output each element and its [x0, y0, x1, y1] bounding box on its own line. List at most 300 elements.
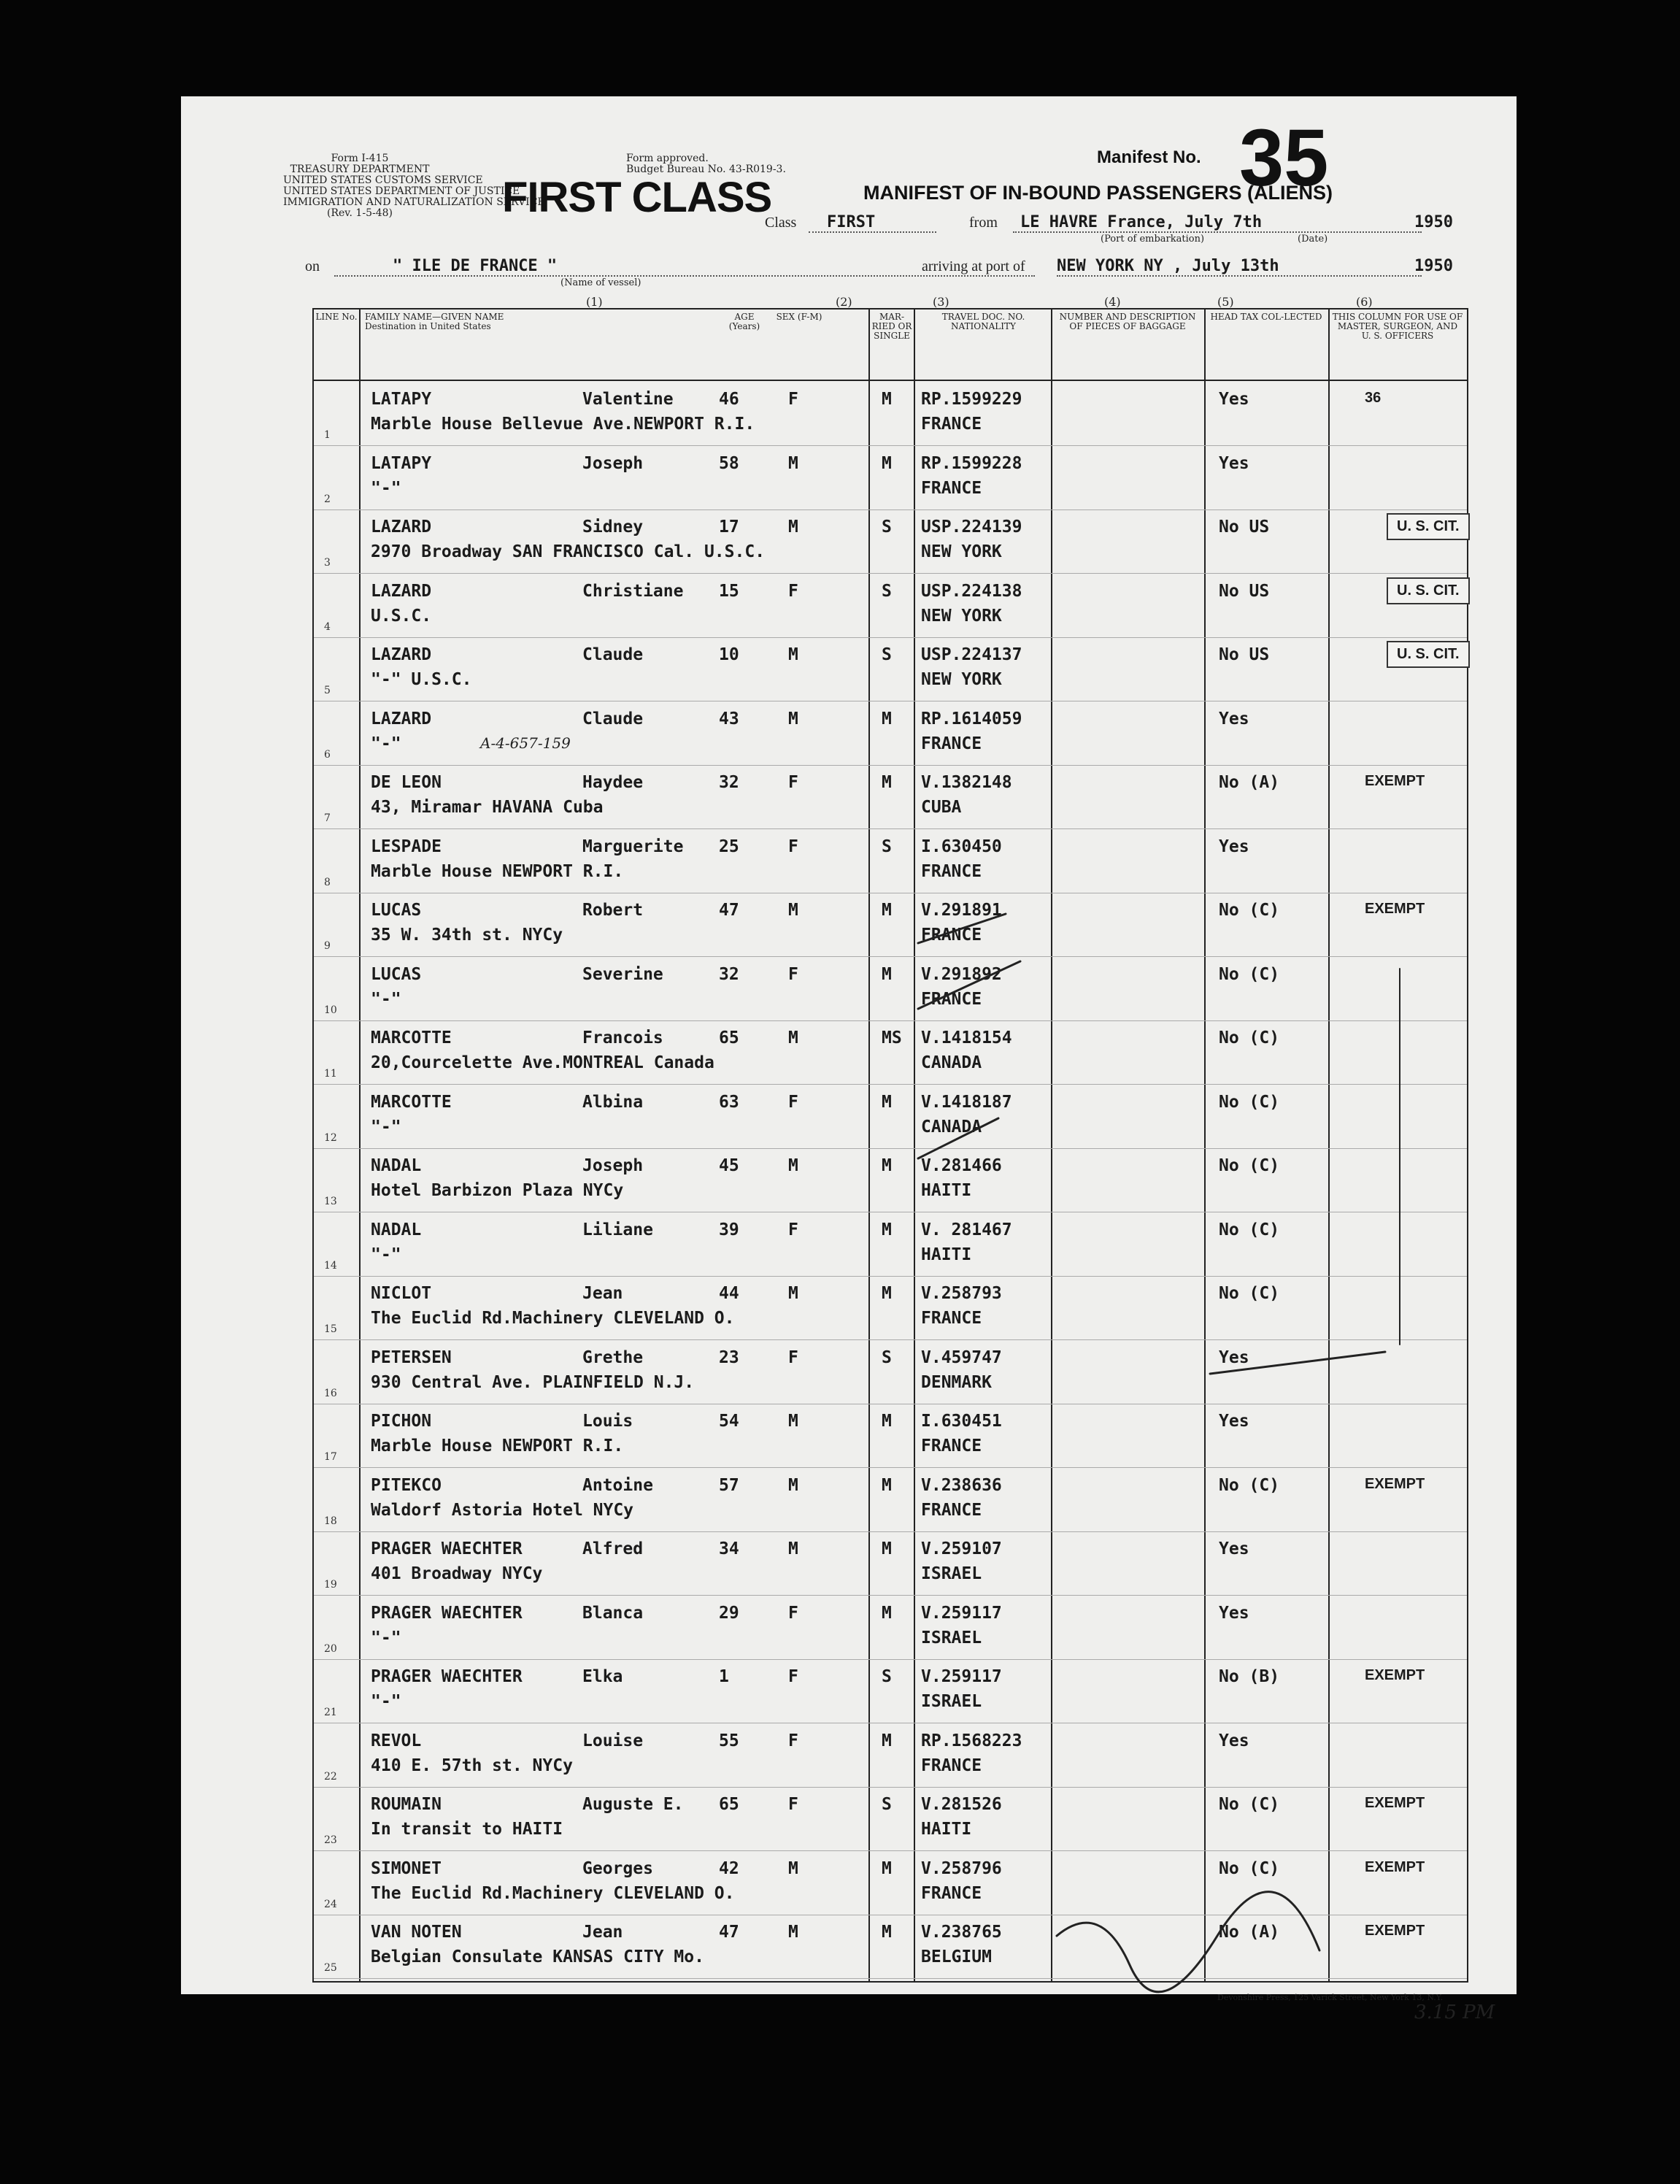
manifest-title: MANIFEST OF IN-BOUND PASSENGERS (ALIENS) — [863, 182, 1333, 204]
given-name: Claude — [582, 645, 644, 664]
travel-document: USP.224137 — [921, 645, 1022, 664]
line-number: 2 — [324, 493, 331, 505]
destination: 20,Courcelette Ave.MONTREAL Canada — [371, 1053, 714, 1072]
line-number: 12 — [324, 1131, 337, 1144]
travel-document: I.630451 — [921, 1412, 1002, 1431]
line-number: 4 — [324, 620, 331, 633]
head-tax: No (C) — [1219, 1220, 1280, 1239]
destination: 2970 Broadway SAN FRANCISCO Cal. U.S.C. — [371, 542, 766, 561]
line-number: 11 — [324, 1068, 337, 1080]
form-block: Form I-415 TREASURY DEPARTMENT UNITED STATES CUSTOMS SERVICE UNITED STATES DEPARTMENT OF JUSTICE IMMIGRATION AND NATURALIZATION SERVICE (Rev. 1-5-48) — [283, 153, 545, 219]
sex: F — [788, 1667, 798, 1686]
nationality: HAITI — [921, 1245, 972, 1264]
sex: M — [788, 1539, 798, 1558]
age: 25 — [719, 837, 739, 856]
head-tax: No (C) — [1219, 1858, 1280, 1878]
marital-status: M — [882, 1220, 892, 1239]
header-married: MAR-RIED OR SINGLE — [871, 312, 912, 341]
column-number: (4) — [1104, 295, 1121, 309]
officer-note: EXEMPT — [1365, 773, 1425, 789]
given-name: Joseph — [582, 1156, 644, 1175]
marital-status: S — [882, 581, 892, 601]
marital-status: S — [882, 837, 892, 856]
vessel-caption: (Name of vessel) — [560, 277, 641, 288]
family-name: LAZARD — [371, 709, 432, 728]
travel-document: USP.224139 — [921, 518, 1022, 537]
signature-time: 3.15 PM — [1414, 2002, 1495, 2023]
manifest-number: 35 — [1239, 113, 1329, 203]
head-tax: No (B) — [1219, 1667, 1280, 1686]
alien-number-note: A-4-657-159 — [480, 734, 571, 752]
destination: "-" — [371, 1692, 401, 1711]
header-tax: HEAD TAX COL-LECTED — [1210, 312, 1322, 322]
sex: F — [788, 773, 798, 792]
nationality: NEW YORK — [921, 542, 1002, 561]
nationality: HAITI — [921, 1181, 972, 1200]
line-number: 23 — [324, 1834, 337, 1846]
family-name: LAZARD — [371, 645, 432, 664]
sex: M — [788, 1156, 798, 1175]
travel-document: V.259117 — [921, 1603, 1002, 1623]
travel-document: V.291892 — [921, 964, 1002, 984]
manifest-page — [181, 96, 1517, 2023]
marital-status: M — [882, 1412, 892, 1431]
age: 58 — [719, 453, 739, 473]
travel-document: V.1418154 — [921, 1028, 1012, 1047]
head-tax: Yes — [1219, 1412, 1249, 1431]
sex: M — [788, 453, 798, 473]
travel-document: V. 281467 — [921, 1220, 1012, 1239]
nationality: FRANCE — [921, 926, 982, 945]
given-name: Severine — [582, 964, 663, 984]
header-officers: THIS COLUMN FOR USE OF MASTER, SURGEON, AND U. S. OFFICERS — [1332, 312, 1463, 341]
family-name: MARCOTTE — [371, 1092, 452, 1112]
family-name: PRAGER WAECHTER — [371, 1539, 523, 1558]
destination: Marble House Bellevue Ave.NEWPORT R.I. — [371, 415, 755, 434]
line-number: 8 — [324, 876, 331, 888]
given-name: Louise — [582, 1731, 644, 1750]
family-name: PETERSEN — [371, 1347, 452, 1367]
travel-document: V.291891 — [921, 901, 1002, 920]
class-value: FIRST — [827, 213, 876, 231]
head-tax: No (C) — [1219, 1795, 1280, 1814]
marital-status: M — [882, 773, 892, 792]
given-name: Jean — [582, 1923, 623, 1942]
destination: 410 E. 57th st. NYCy — [371, 1756, 573, 1775]
sex: F — [788, 1220, 798, 1239]
destination: "-" U.S.C. — [371, 670, 472, 689]
nationality: FRANCE — [921, 734, 982, 753]
head-tax: Yes — [1219, 390, 1249, 409]
from-label: from — [969, 215, 998, 231]
nationality: FRANCE — [921, 1500, 982, 1520]
head-tax: No (C) — [1219, 1156, 1280, 1175]
sex: F — [788, 1092, 798, 1112]
head-tax: No US — [1219, 518, 1270, 537]
given-name: Joseph — [582, 453, 644, 473]
family-name: LUCAS — [371, 964, 422, 984]
given-name: Grethe — [582, 1347, 644, 1367]
given-name: Christiane — [582, 581, 684, 601]
column-number: (2) — [836, 295, 852, 309]
class-stamp: FIRST CLASS — [502, 174, 772, 221]
officer-note: EXEMPT — [1365, 901, 1425, 917]
on-label: on — [305, 258, 320, 274]
officer-note: U. S. CIT. — [1387, 577, 1470, 604]
given-name: Albina — [582, 1092, 644, 1112]
family-name: NADAL — [371, 1156, 422, 1175]
head-tax: No (C) — [1219, 1284, 1280, 1303]
nationality: FRANCE — [921, 1883, 982, 1903]
line-number: 19 — [324, 1579, 337, 1591]
marital-status: S — [882, 645, 892, 664]
age: 65 — [719, 1028, 739, 1047]
line-number: 20 — [324, 1642, 337, 1655]
travel-document: I.630450 — [921, 837, 1002, 856]
sex: M — [788, 1028, 798, 1047]
travel-document: V.259117 — [921, 1667, 1002, 1686]
travel-document: RP.1614059 — [921, 709, 1022, 728]
nationality: HAITI — [921, 1820, 972, 1839]
destination: Hotel Barbizon Plaza NYCy — [371, 1181, 624, 1200]
nationality: ISRAEL — [921, 1564, 982, 1583]
family-name: PRAGER WAECHTER — [371, 1603, 523, 1623]
destination: "-" — [371, 734, 401, 753]
given-name: Louis — [582, 1412, 633, 1431]
destination: Marble House NEWPORT R.I. — [371, 861, 624, 881]
age: 34 — [719, 1539, 739, 1558]
officer-note: EXEMPT — [1365, 1667, 1425, 1683]
line-number: 3 — [324, 557, 331, 569]
age: 44 — [719, 1284, 739, 1303]
officer-note: EXEMPT — [1365, 1923, 1425, 1939]
line-number: 14 — [324, 1259, 337, 1272]
given-name: Robert — [582, 901, 644, 920]
family-name: PRAGER WAECHTER — [371, 1667, 523, 1686]
destination: "-" — [371, 989, 401, 1009]
line-number: 25 — [324, 1962, 337, 1974]
line-number: 15 — [324, 1323, 337, 1335]
marital-status: MS — [882, 1028, 902, 1047]
given-name: Jean — [582, 1284, 623, 1303]
line-number: 24 — [324, 1898, 337, 1910]
travel-document: RP.1599228 — [921, 453, 1022, 473]
nationality: FRANCE — [921, 1437, 982, 1456]
age: 47 — [719, 1923, 739, 1942]
family-name: VAN NOTEN — [371, 1923, 462, 1942]
sex: F — [788, 1347, 798, 1367]
head-tax: Yes — [1219, 1539, 1249, 1558]
officer-note: U. S. CIT. — [1387, 641, 1470, 668]
column-number: (6) — [1356, 295, 1373, 309]
date-caption: (Date) — [1298, 234, 1328, 245]
head-tax: Yes — [1219, 453, 1249, 473]
line-number: 10 — [324, 1004, 337, 1016]
marital-status: M — [882, 1731, 892, 1750]
age: 45 — [719, 1156, 739, 1175]
age: 42 — [719, 1858, 739, 1878]
sex: M — [788, 709, 798, 728]
officer-note: EXEMPT — [1365, 1858, 1425, 1875]
given-name: Claude — [582, 709, 644, 728]
sex: M — [788, 518, 798, 537]
age: 32 — [719, 964, 739, 984]
sex: F — [788, 837, 798, 856]
column-number: (3) — [933, 295, 949, 309]
destination: 35 W. 34th st. NYCy — [371, 926, 563, 945]
printer-credit: Devonshire Press, 125 Varick Street, New York 13, N.Y. — [1217, 1993, 1444, 2002]
travel-document: V.281526 — [921, 1795, 1002, 1814]
marital-status: M — [882, 1539, 892, 1558]
nationality: NEW YORK — [921, 606, 1002, 626]
head-tax: No (A) — [1219, 773, 1280, 792]
destination: Marble House NEWPORT R.I. — [371, 1437, 624, 1456]
sex: F — [788, 964, 798, 984]
sex: M — [788, 901, 798, 920]
travel-document: V.281466 — [921, 1156, 1002, 1175]
destination: "-" — [371, 478, 401, 498]
destination: "-" — [371, 1628, 401, 1647]
line-number: 6 — [324, 748, 331, 761]
header-name: FAMILY NAME—GIVEN NAME Destination in United States — [365, 312, 504, 331]
officer-note: 36 — [1365, 390, 1382, 406]
age: 65 — [719, 1795, 739, 1814]
line-number: 9 — [324, 940, 331, 952]
marital-status: M — [882, 1092, 892, 1112]
marital-status: S — [882, 1347, 892, 1367]
destination: Belgian Consulate KANSAS CITY Mo. — [371, 1947, 704, 1966]
nationality: ISRAEL — [921, 1628, 982, 1647]
officer-note: EXEMPT — [1365, 1795, 1425, 1811]
class-label: Class — [765, 215, 797, 231]
marital-status: S — [882, 1667, 892, 1686]
nationality: FRANCE — [921, 415, 982, 434]
destination: The Euclid Rd.Machinery CLEVELAND O. — [371, 1883, 735, 1903]
destination: 930 Central Ave. PLAINFIELD N.J. — [371, 1372, 695, 1392]
age: 15 — [719, 581, 739, 601]
line-number: 7 — [324, 812, 331, 824]
sex: F — [788, 581, 798, 601]
nationality: NEW YORK — [921, 670, 1002, 689]
family-name: MARCOTTE — [371, 1028, 452, 1047]
head-tax: Yes — [1219, 1731, 1249, 1750]
nationality: CUBA — [921, 798, 962, 817]
line-number: 18 — [324, 1515, 337, 1527]
age: 29 — [719, 1603, 739, 1623]
destination: Waldorf Astoria Hotel NYCy — [371, 1500, 634, 1520]
header-age: AGE (Years) — [728, 312, 760, 331]
given-name: Sidney — [582, 518, 644, 537]
marital-status: M — [882, 964, 892, 984]
marital-status: M — [882, 1603, 892, 1623]
age: 54 — [719, 1412, 739, 1431]
family-name: REVOL — [371, 1731, 422, 1750]
travel-document: V.258793 — [921, 1284, 1002, 1303]
column-number: (1) — [586, 295, 603, 309]
head-tax: Yes — [1219, 1347, 1249, 1367]
travel-document: V.1418187 — [921, 1092, 1012, 1112]
destination: The Euclid Rd.Machinery CLEVELAND O. — [371, 1309, 735, 1328]
form-approval: Form approved. Budget Bureau No. 43-R019-3. — [626, 153, 786, 175]
nationality: FRANCE — [921, 478, 982, 498]
family-name: PICHON — [371, 1412, 432, 1431]
sex: F — [788, 1795, 798, 1814]
handwriting-marks — [181, 96, 1517, 2067]
travel-document: V.238636 — [921, 1475, 1002, 1495]
family-name: LESPADE — [371, 837, 442, 856]
given-name: Blanca — [582, 1603, 644, 1623]
family-name: LUCAS — [371, 901, 422, 920]
travel-document: V.1382148 — [921, 773, 1012, 792]
header-baggage: NUMBER AND DESCRIPTION OF PIECES OF BAGGAGE — [1059, 312, 1196, 331]
age: 32 — [719, 773, 739, 792]
marital-status: M — [882, 390, 892, 409]
family-name: ROUMAIN — [371, 1795, 442, 1814]
given-name: Elka — [582, 1667, 623, 1686]
family-name: PITEKCO — [371, 1475, 442, 1495]
given-name: Francois — [582, 1028, 663, 1047]
head-tax: No US — [1219, 581, 1270, 601]
nationality: FRANCE — [921, 989, 982, 1009]
marital-status: M — [882, 901, 892, 920]
sex: M — [788, 1284, 798, 1303]
from-value: LE HAVRE France, July 7th — [1020, 213, 1263, 231]
sex: M — [788, 1858, 798, 1878]
marital-status: M — [882, 1475, 892, 1495]
line-number: 17 — [324, 1451, 337, 1463]
departure-year: 1950 — [1414, 213, 1453, 231]
given-name: Liliane — [582, 1220, 653, 1239]
sex: M — [788, 1475, 798, 1495]
family-name: LAZARD — [371, 518, 432, 537]
line-number: 21 — [324, 1707, 337, 1718]
travel-document: RP.1599229 — [921, 390, 1022, 409]
destination: "-" — [371, 1117, 401, 1137]
age: 10 — [719, 645, 739, 664]
destination: "-" — [371, 1245, 401, 1264]
marital-status: M — [882, 1284, 892, 1303]
sex: M — [788, 1412, 798, 1431]
family-name: NADAL — [371, 1220, 422, 1239]
age: 47 — [719, 901, 739, 920]
head-tax: No (C) — [1219, 1028, 1280, 1047]
nationality: CANADA — [921, 1053, 982, 1072]
arriving-label: arriving at port of — [922, 258, 1025, 274]
head-tax: No (C) — [1219, 901, 1280, 920]
family-name: NICLOT — [371, 1284, 432, 1303]
sex: F — [788, 1731, 798, 1750]
age: 17 — [719, 518, 739, 537]
head-tax: Yes — [1219, 709, 1249, 728]
sex: F — [788, 390, 798, 409]
head-tax: No US — [1219, 645, 1270, 664]
head-tax: No (C) — [1219, 964, 1280, 984]
nationality: FRANCE — [921, 1309, 982, 1328]
age: 43 — [719, 709, 739, 728]
travel-document: V.259107 — [921, 1539, 1002, 1558]
marital-status: M — [882, 453, 892, 473]
travel-document: RP.1568223 — [921, 1731, 1022, 1750]
age: 46 — [719, 390, 739, 409]
destination: U.S.C. — [371, 606, 432, 626]
given-name: Antoine — [582, 1475, 653, 1495]
marital-status: M — [882, 1923, 892, 1942]
officer-note: U. S. CIT. — [1387, 513, 1470, 540]
given-name: Valentine — [582, 390, 674, 409]
nationality: CANADA — [921, 1117, 982, 1137]
given-name: Marguerite — [582, 837, 684, 856]
family-name: SIMONET — [371, 1858, 442, 1878]
arriving-value: NEW YORK NY , July 13th — [1057, 257, 1279, 275]
travel-document: V.238765 — [921, 1923, 1002, 1942]
head-tax: No (C) — [1219, 1475, 1280, 1495]
travel-document: V.258796 — [921, 1858, 1002, 1878]
arrival-year: 1950 — [1414, 257, 1453, 275]
header-travel: TRAVEL DOC. NO. NATIONALITY — [941, 312, 1025, 331]
sex: M — [788, 1923, 798, 1942]
header-line: LINE No. — [315, 312, 358, 322]
line-number: 5 — [324, 685, 331, 696]
nationality: BELGIUM — [921, 1947, 992, 1966]
officer-note: EXEMPT — [1365, 1475, 1425, 1492]
line-number: 16 — [324, 1387, 337, 1399]
vessel-value: " ILE DE FRANCE " — [393, 257, 558, 275]
line-number: 13 — [324, 1196, 337, 1207]
head-tax: No (A) — [1219, 1923, 1280, 1942]
manifest-number-label: Manifest No. — [1097, 147, 1201, 167]
destination: 401 Broadway NYCy — [371, 1564, 543, 1583]
marital-status: S — [882, 518, 892, 537]
given-name: Auguste E. — [582, 1795, 684, 1814]
destination: In transit to HAITI — [371, 1820, 563, 1839]
head-tax: Yes — [1219, 1603, 1249, 1623]
age: 55 — [719, 1731, 739, 1750]
destination: 43, Miramar HAVANA Cuba — [371, 798, 604, 817]
nationality: FRANCE — [921, 861, 982, 881]
age: 39 — [719, 1220, 739, 1239]
head-tax: No (C) — [1219, 1092, 1280, 1112]
family-name: LATAPY — [371, 453, 432, 473]
family-name: DE LEON — [371, 773, 442, 792]
family-name: LAZARD — [371, 581, 432, 601]
column-number: (5) — [1217, 295, 1234, 309]
age: 23 — [719, 1347, 739, 1367]
head-tax: Yes — [1219, 837, 1249, 856]
marital-status: M — [882, 709, 892, 728]
marital-status: S — [882, 1795, 892, 1814]
sex: M — [788, 645, 798, 664]
marital-status: M — [882, 1156, 892, 1175]
marital-status: M — [882, 1858, 892, 1878]
port-caption: (Port of embarkation) — [1101, 234, 1205, 245]
line-number: 1 — [324, 429, 331, 441]
nationality: FRANCE — [921, 1756, 982, 1775]
sex: F — [788, 1603, 798, 1623]
line-number: 22 — [324, 1770, 337, 1783]
age: 1 — [719, 1667, 729, 1686]
given-name: Georges — [582, 1858, 653, 1878]
header-sex: SEX (F-M) — [776, 312, 822, 322]
family-name: LATAPY — [371, 390, 432, 409]
age: 57 — [719, 1475, 739, 1495]
age: 63 — [719, 1092, 739, 1112]
travel-document: V.459747 — [921, 1347, 1002, 1367]
given-name: Alfred — [582, 1539, 644, 1558]
nationality: DENMARK — [921, 1372, 992, 1392]
travel-document: USP.224138 — [921, 581, 1022, 601]
nationality: ISRAEL — [921, 1692, 982, 1711]
given-name: Haydee — [582, 773, 644, 792]
